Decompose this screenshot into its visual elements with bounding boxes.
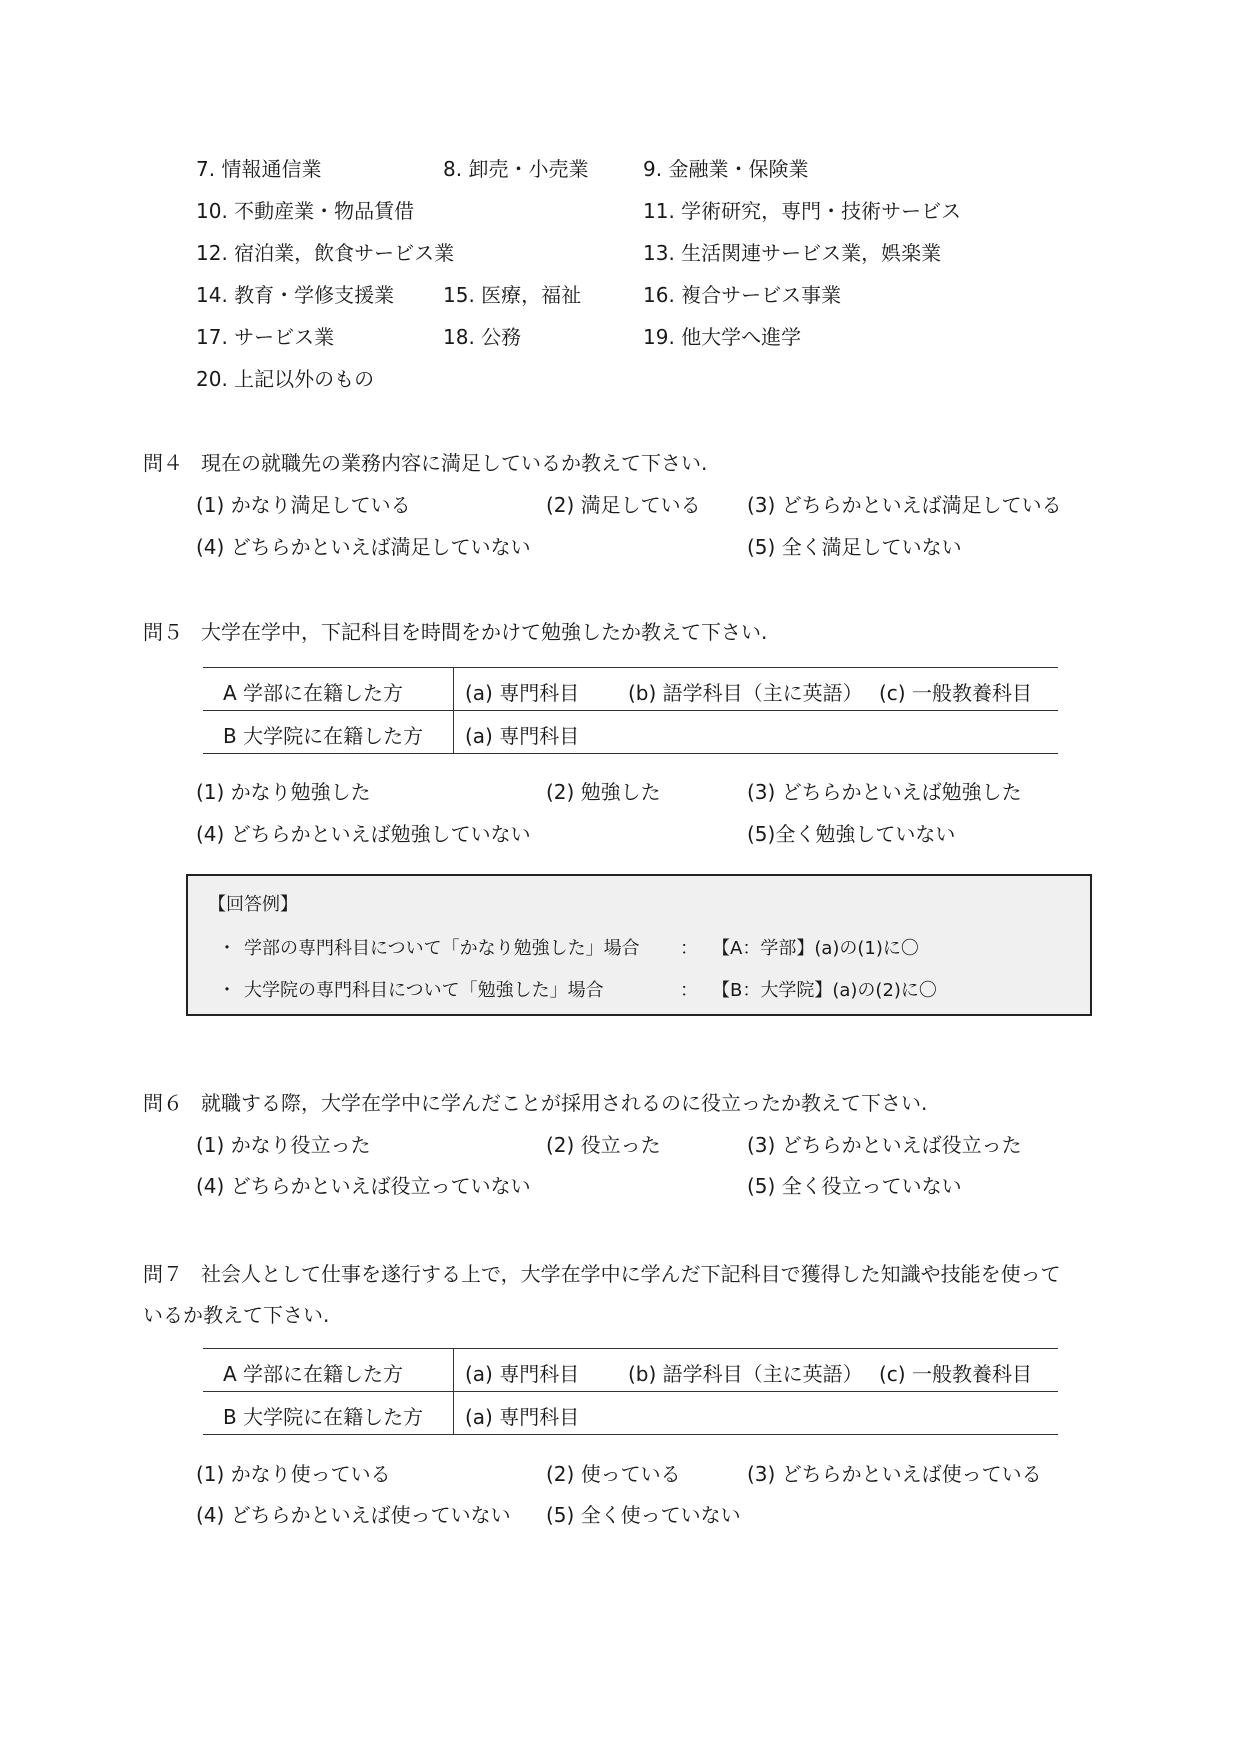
option-1[interactable]: (1) かなり使っている <box>196 1462 391 1486</box>
industry-item: 11. 学術研究，専門・技術サービス <box>643 199 962 223</box>
option-3[interactable]: (3) どちらかといえば勉強した <box>747 780 1022 804</box>
industry-item: 9. 金融業・保険業 <box>643 157 809 181</box>
question-4-heading <box>143 451 707 475</box>
table-cell: (c) 一般教養科目 <box>879 1362 1032 1386</box>
row-header: A 学部に在籍した方 <box>223 681 404 705</box>
question-text: 現在の就職先の業務内容に満足しているか教えて下さい. <box>201 451 708 475</box>
question-text: 就職する際，大学在学中に学んだことが採用されるのに役立ったか教えて下さい. <box>201 1091 928 1115</box>
table-row <box>203 711 1058 754</box>
industry-item: 19. 他大学へ進学 <box>643 325 802 349</box>
option-5[interactable]: (5)全く勉強していない <box>747 822 956 846</box>
table-cell: (c) 一般教養科目 <box>879 681 1032 705</box>
industry-item: 18. 公務 <box>443 325 522 349</box>
option-4[interactable]: (4) どちらかといえば役立っていない <box>196 1174 531 1198</box>
example-text: 大学院の専門科目について「勉強した」場合 <box>244 980 604 1001</box>
option-2[interactable]: (2) 勉強した <box>546 780 661 804</box>
table-cell: (b) 語学科目（主に英語） <box>628 681 863 705</box>
example-title: 【回答例】 <box>208 894 298 915</box>
question-7-continuation <box>143 1303 329 1327</box>
question-number: 問５ <box>143 620 183 644</box>
table-cell: (a) 専門科目 <box>465 1405 580 1429</box>
industry-item: 17. サービス業 <box>196 325 335 349</box>
industry-item: 7. 情報通信業 <box>196 157 322 181</box>
table-row <box>203 1349 1058 1392</box>
option-4[interactable]: (4) どちらかといえば勉強していない <box>196 822 531 846</box>
industry-item: 13. 生活関連サービス業，娯楽業 <box>643 241 942 265</box>
option-5[interactable]: (5) 全く満足していない <box>747 535 962 559</box>
option-2[interactable]: (2) 使っている <box>546 1462 681 1486</box>
table-row <box>203 668 1058 711</box>
option-1[interactable]: (1) かなり勉強した <box>196 780 371 804</box>
subject-table <box>203 667 1058 754</box>
row-header: A 学部に在籍した方 <box>223 1362 404 1386</box>
example-separator: ： <box>680 980 698 1001</box>
question-number: 問７ <box>143 1262 183 1286</box>
option-4[interactable]: (4) どちらかといえば使っていない <box>196 1503 511 1527</box>
column-divider <box>453 668 454 710</box>
option-4[interactable]: (4) どちらかといえば満足していない <box>196 535 531 559</box>
table-row <box>203 1392 1058 1435</box>
industry-item: 15. 医療，福祉 <box>443 283 582 307</box>
option-1[interactable]: (1) かなり役立った <box>196 1133 371 1157</box>
option-2[interactable]: (2) 満足している <box>546 493 701 517</box>
example-answer: 【A：学部】(a)の(1)に〇 <box>712 938 919 959</box>
table-cell: (a) 専門科目 <box>465 1362 580 1386</box>
example-separator: ： <box>680 938 698 959</box>
option-2[interactable]: (2) 役立った <box>546 1133 661 1157</box>
question-text: 社会人として仕事を遂行する上で，大学在学中に学んだ下記科目で獲得した知識や技能を使って <box>201 1262 1061 1286</box>
row-header: B 大学院に在籍した方 <box>223 724 424 748</box>
option-1[interactable]: (1) かなり満足している <box>196 493 411 517</box>
bullet: ・ <box>218 980 236 1001</box>
question-number: 問６ <box>143 1091 183 1115</box>
industry-item: 12. 宿泊業，飲食サービス業 <box>196 241 455 265</box>
option-3[interactable]: (3) どちらかといえば使っている <box>747 1462 1042 1486</box>
table-cell: (b) 語学科目（主に英語） <box>628 1362 863 1386</box>
industry-item: 8. 卸売・小売業 <box>443 157 589 181</box>
industry-item: 14. 教育・学修支援業 <box>196 283 395 307</box>
option-5[interactable]: (5) 全く使っていない <box>546 1503 741 1527</box>
question-5-heading <box>143 620 767 644</box>
row-header: B 大学院に在籍した方 <box>223 1405 424 1429</box>
table-cell: (a) 専門科目 <box>465 724 580 748</box>
industry-item: 10. 不動産業・物品賃借 <box>196 199 415 223</box>
option-3[interactable]: (3) どちらかといえば役立った <box>747 1133 1022 1157</box>
example-text: 学部の専門科目について「かなり勉強した」場合 <box>244 938 640 959</box>
bullet: ・ <box>218 938 236 959</box>
example-answer: 【B：大学院】(a)の(2)に〇 <box>712 980 937 1001</box>
subject-table <box>203 1348 1058 1435</box>
option-5[interactable]: (5) 全く役立っていない <box>747 1174 962 1198</box>
industry-item: 20. 上記以外のもの <box>196 367 375 391</box>
question-text: いるか教えて下さい. <box>143 1303 330 1327</box>
question-6-heading <box>143 1091 927 1115</box>
table-cell: (a) 専門科目 <box>465 681 580 705</box>
option-3[interactable]: (3) どちらかといえば満足している <box>747 493 1062 517</box>
question-7-heading <box>143 1262 1061 1286</box>
answer-example-box <box>186 874 1092 1016</box>
column-divider <box>453 711 454 753</box>
question-number: 問４ <box>143 451 183 475</box>
column-divider <box>453 1349 454 1391</box>
industry-item: 16. 複合サービス事業 <box>643 283 842 307</box>
question-text: 大学在学中，下記科目を時間をかけて勉強したか教えて下さい. <box>201 620 768 644</box>
column-divider <box>453 1392 454 1434</box>
